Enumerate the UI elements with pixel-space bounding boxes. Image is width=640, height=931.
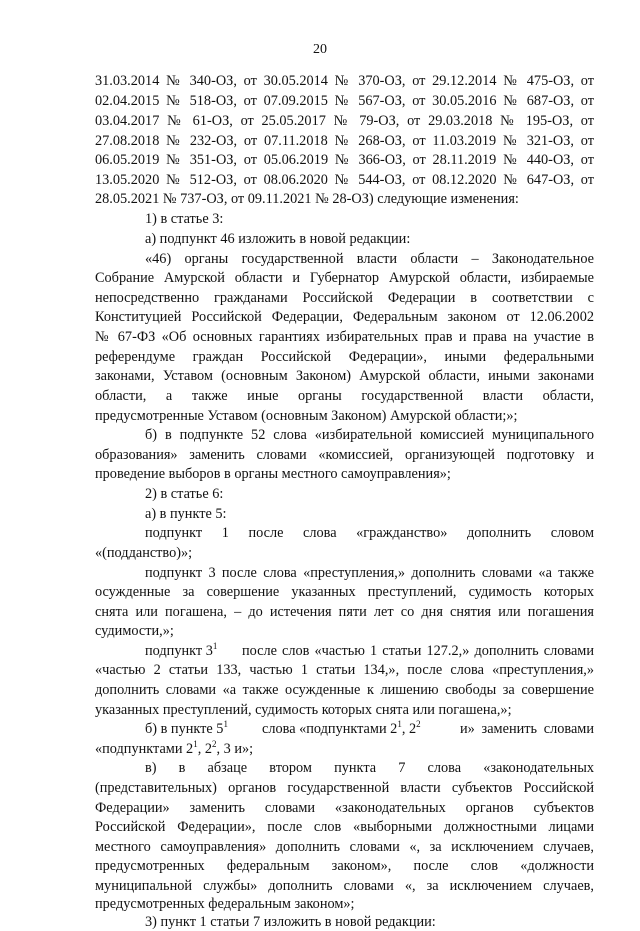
text-line: 06.05.2019 № 351-ОЗ, от 05.06.2019 № 366-ОЗ, от 28.11.2019 № 440-ОЗ, от [95,152,594,168]
text-line: предусмотренных федеральным законом», после слов «должности [95,858,594,874]
text-line: муниципальной службы» дополнить словами «, за исключением случаев, [95,878,594,894]
superscript: 1 [193,739,198,749]
text-line: снята или погашена, – до истечения пяти лет со дня снятия или погашения [95,604,594,620]
text-line: 03.04.2017 № 61-ОЗ, от 25.05.2017 № 79-ОЗ, от 29.03.2018 № 195-ОЗ, от [95,113,594,129]
superscript: 2 [416,719,421,729]
superscript: 1 [397,719,402,729]
text-fragment: , 2 [197,741,213,757]
text-fragment: , 3 и»; [216,741,254,757]
superscript: 2 [212,739,217,749]
text-line: предусмотренных федеральным законом»; [95,896,355,912]
text-line: местного самоуправления» дополнить словами «, за исключением случаев, [95,839,594,855]
text-line: Конституцией Российской Федерации, Федеральным законом от 12.06.2002 [95,309,594,325]
text-line: предусмотренные Уставом (основным Законом) Амурской области;»; [95,408,518,424]
text-line: дополнить словами «а также осужденные к лишению свободы за совершение [95,682,594,698]
text-line: «46) органы государственной власти области – Законодательное [145,251,594,267]
text-line [145,643,217,660]
text-line [145,721,228,738]
text-line: проведение выборов в органы местного самоуправления»; [95,466,451,482]
text-line [262,721,421,738]
text-line: 13.05.2020 № 512-ОЗ, от 08.06.2020 № 544-ОЗ, от 08.12.2020 № 647-ОЗ, от [95,172,594,188]
text-line: и» заменить словами [460,721,594,737]
text-line: образования» заменить словами «комиссией, организующей подготовку и [95,447,594,463]
text-fragment: «подпунктами 2 [95,741,194,757]
text-line: а) подпункт 46 изложить в новой редакции: [145,231,411,247]
text-line: 2) в статье 6: [145,486,224,502]
text-line: № 67-ФЗ «Об основных гарантиях избирательных прав и права на участие в [95,329,594,345]
text-fragment: слова «подпунктами 2 [262,721,398,737]
text-line: Собрание Амурской области и Губернатор Амурской области, избираемые [95,270,594,286]
text-line: судимости,»; [95,623,174,639]
text-line: законами, Уставом (основным Законом) Амурской области, иными законами [95,368,594,384]
text-line: непосредственно гражданами Российской Федерации в соответствии с [95,290,594,306]
text-line: 1) в статье 3: [145,211,224,227]
text-line: в) в абзаце втором пункта 7 слова «законодательных [145,760,594,776]
text-line: 28.05.2021 № 737-ОЗ, от 09.11.2021 № 28-ОЗ) следующие изменения: [95,191,519,207]
text-line: 27.08.2018 № 232-ОЗ, от 07.11.2018 № 268-ОЗ, от 11.03.2019 № 321-ОЗ, от [95,133,594,149]
text-line: б) в подпункте 52 слова «избирательной комиссией муниципального [145,427,594,443]
text-fragment: , 2 [401,721,417,737]
text-fragment: подпункт 3 [145,643,213,659]
text-line: осужденные за совершение указанных преступлений, судимость которых [95,584,594,600]
text-line: области, а также иные органы государственной власти области, [95,388,594,404]
text-line: подпункт 1 после слова «гражданство» дополнить словом [145,525,594,541]
text-line: 31.03.2014 № 340-ОЗ, от 30.05.2014 № 370-ОЗ, от 29.12.2014 № 475-ОЗ, от [95,73,594,89]
text-line: Российской Федерации», после слов «выборными должностными лицами [95,819,594,835]
text-line [95,741,253,758]
text-line: Федерации» заменить словами «законодательных органов субъектов [95,800,594,816]
superscript: 1 [223,719,228,729]
superscript: 1 [212,641,218,651]
text-line: «частью 2 статьи 133, частью 1 статьи 134,», после слова «преступления,» [95,662,594,678]
text-line: 3) пункт 1 статьи 7 изложить в новой редакции: [145,914,436,930]
text-line: после слов «частью 1 статьи 127.2,» дополнить словами [242,643,594,659]
text-line: а) в пункте 5: [145,506,227,522]
page-number: 20 [313,42,327,57]
text-line: (представительных) органов государственной власти субъектов Российской [95,780,594,796]
text-line: «(подданство)»; [95,545,193,561]
text-line: 02.04.2015 № 518-ОЗ, от 07.09.2015 № 567-ОЗ, от 30.05.2016 № 687-ОЗ, от [95,93,594,109]
text-line: референдуме граждан Российской Федерации», иными федеральными [95,349,594,365]
text-fragment: б) в пункте 5 [145,721,224,737]
text-line: указанных преступлений, судимость которых снята или погашена,»; [95,702,512,718]
text-line: подпункт 3 после слова «преступления,» дополнить словами «а также [145,565,594,581]
